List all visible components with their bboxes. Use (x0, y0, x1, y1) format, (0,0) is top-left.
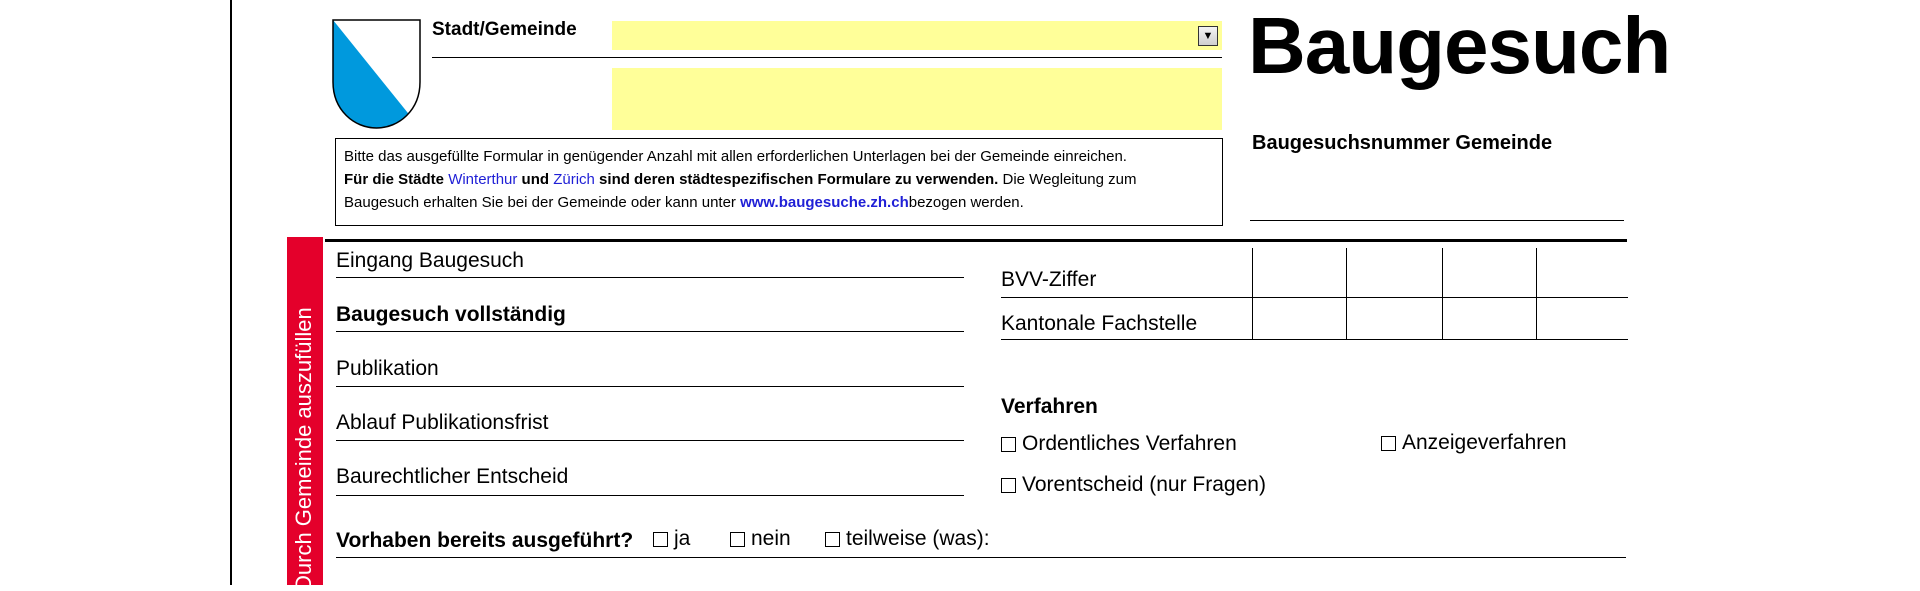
teilweise-label: teilweise (was): (846, 527, 990, 550)
vorhaben-nein-option[interactable] (730, 527, 791, 551)
section-divider (325, 239, 1627, 242)
gemeinde-sidebar (287, 237, 323, 591)
stadt-dropdown-button[interactable] (1198, 26, 1218, 46)
ja-label: ja (674, 527, 691, 550)
zuerich-link[interactable]: Zürich (553, 171, 595, 188)
entscheid-label: Baurechtlicher Entscheid (336, 465, 569, 488)
stadt-gemeinde-select[interactable] (612, 21, 1222, 50)
vorhaben-ja-option[interactable] (653, 527, 690, 551)
fachstelle-cells[interactable] (1253, 298, 1628, 339)
publikation-field[interactable] (336, 386, 964, 387)
ordentlich-option[interactable] (1001, 432, 1237, 456)
notice-und: und (517, 171, 554, 188)
eingang-field[interactable] (336, 277, 964, 278)
vollstaendig-label: Baugesuch vollständig (336, 303, 566, 326)
baugesuchsnummer-label: Baugesuchsnummer Gemeinde (1252, 132, 1553, 154)
anzeige-option[interactable] (1381, 431, 1567, 455)
ablauf-label: Ablauf Publikationsfrist (336, 411, 549, 434)
nein-label: nein (751, 527, 791, 550)
notice-box (335, 138, 1223, 226)
notice-line-3-prefix: Baugesuch erhalten Sie bei der Gemeinde oder kann unter (344, 194, 741, 211)
vorentscheid-option[interactable] (1001, 473, 1266, 497)
vollstaendig-field[interactable] (336, 331, 964, 332)
ablauf-field[interactable] (336, 440, 964, 441)
teilweise-field[interactable] (990, 530, 1626, 556)
vorhaben-label: Vorhaben bereits ausgeführt? (336, 529, 634, 552)
bvv-label: BVV-Ziffer (1001, 268, 1097, 291)
zurich-coat-of-arms (331, 18, 423, 130)
winterthur-link[interactable]: Winterthur (448, 171, 518, 188)
gemeinde-detail-field[interactable] (612, 68, 1222, 130)
teilweise-checkbox[interactable] (825, 532, 840, 547)
ordentlich-label: Ordentliches Verfahren (1022, 432, 1237, 455)
bvv-cells[interactable] (1253, 248, 1628, 297)
fachstelle-label: Kantonale Fachstelle (1001, 312, 1198, 335)
sidebar-label: Durch Gemeinde auszufüllen (291, 307, 316, 591)
vorentscheid-checkbox[interactable] (1001, 478, 1016, 493)
notice-line-3 (344, 191, 1222, 214)
notice-line-3-suffix: bezogen werden. (908, 194, 1024, 211)
notice-staedte-suffix: sind deren städtespezifischen Formulare zu verwenden. (594, 171, 999, 188)
stadt-underline (432, 57, 1222, 58)
ordentlich-checkbox[interactable] (1001, 437, 1016, 452)
publikation-label: Publikation (336, 357, 439, 380)
stadt-gemeinde-label: Stadt/Gemeinde (432, 19, 577, 40)
anzeige-label: Anzeigeverfahren (1402, 431, 1567, 454)
page-left-border (230, 0, 232, 585)
ja-checkbox[interactable] (653, 532, 668, 547)
baugesuchsnummer-field[interactable] (1250, 160, 1624, 220)
vorhaben-underline (336, 557, 1626, 558)
verfahren-heading: Verfahren (1001, 395, 1098, 418)
baugesuchsnummer-underline (1250, 220, 1624, 221)
vorhaben-teilweise-option[interactable] (825, 527, 990, 551)
page-title: Baugesuch (1248, 1, 1671, 90)
notice-line-2 (344, 168, 1222, 191)
notice-staedte-prefix: Für die Städte (344, 171, 449, 188)
anzeige-checkbox[interactable] (1381, 436, 1396, 451)
notice-line-1: Bitte das ausgefüllte Formular in genügender Anzahl mit allen erforderlichen Unterlagen bei der Gemeinde einreichen. (344, 148, 1127, 165)
entscheid-field[interactable] (336, 495, 964, 496)
baugesuche-link[interactable]: www.baugesuche.zh.ch (740, 194, 909, 211)
fachstelle-row-line (1001, 339, 1628, 340)
vorentscheid-label: Vorentscheid (nur Fragen) (1022, 473, 1266, 496)
nein-checkbox[interactable] (730, 532, 745, 547)
triangle-down-icon: ▼ (1202, 29, 1214, 42)
notice-wegleitung: Die Wegleitung zum (998, 171, 1137, 188)
eingang-label: Eingang Baugesuch (336, 249, 524, 272)
